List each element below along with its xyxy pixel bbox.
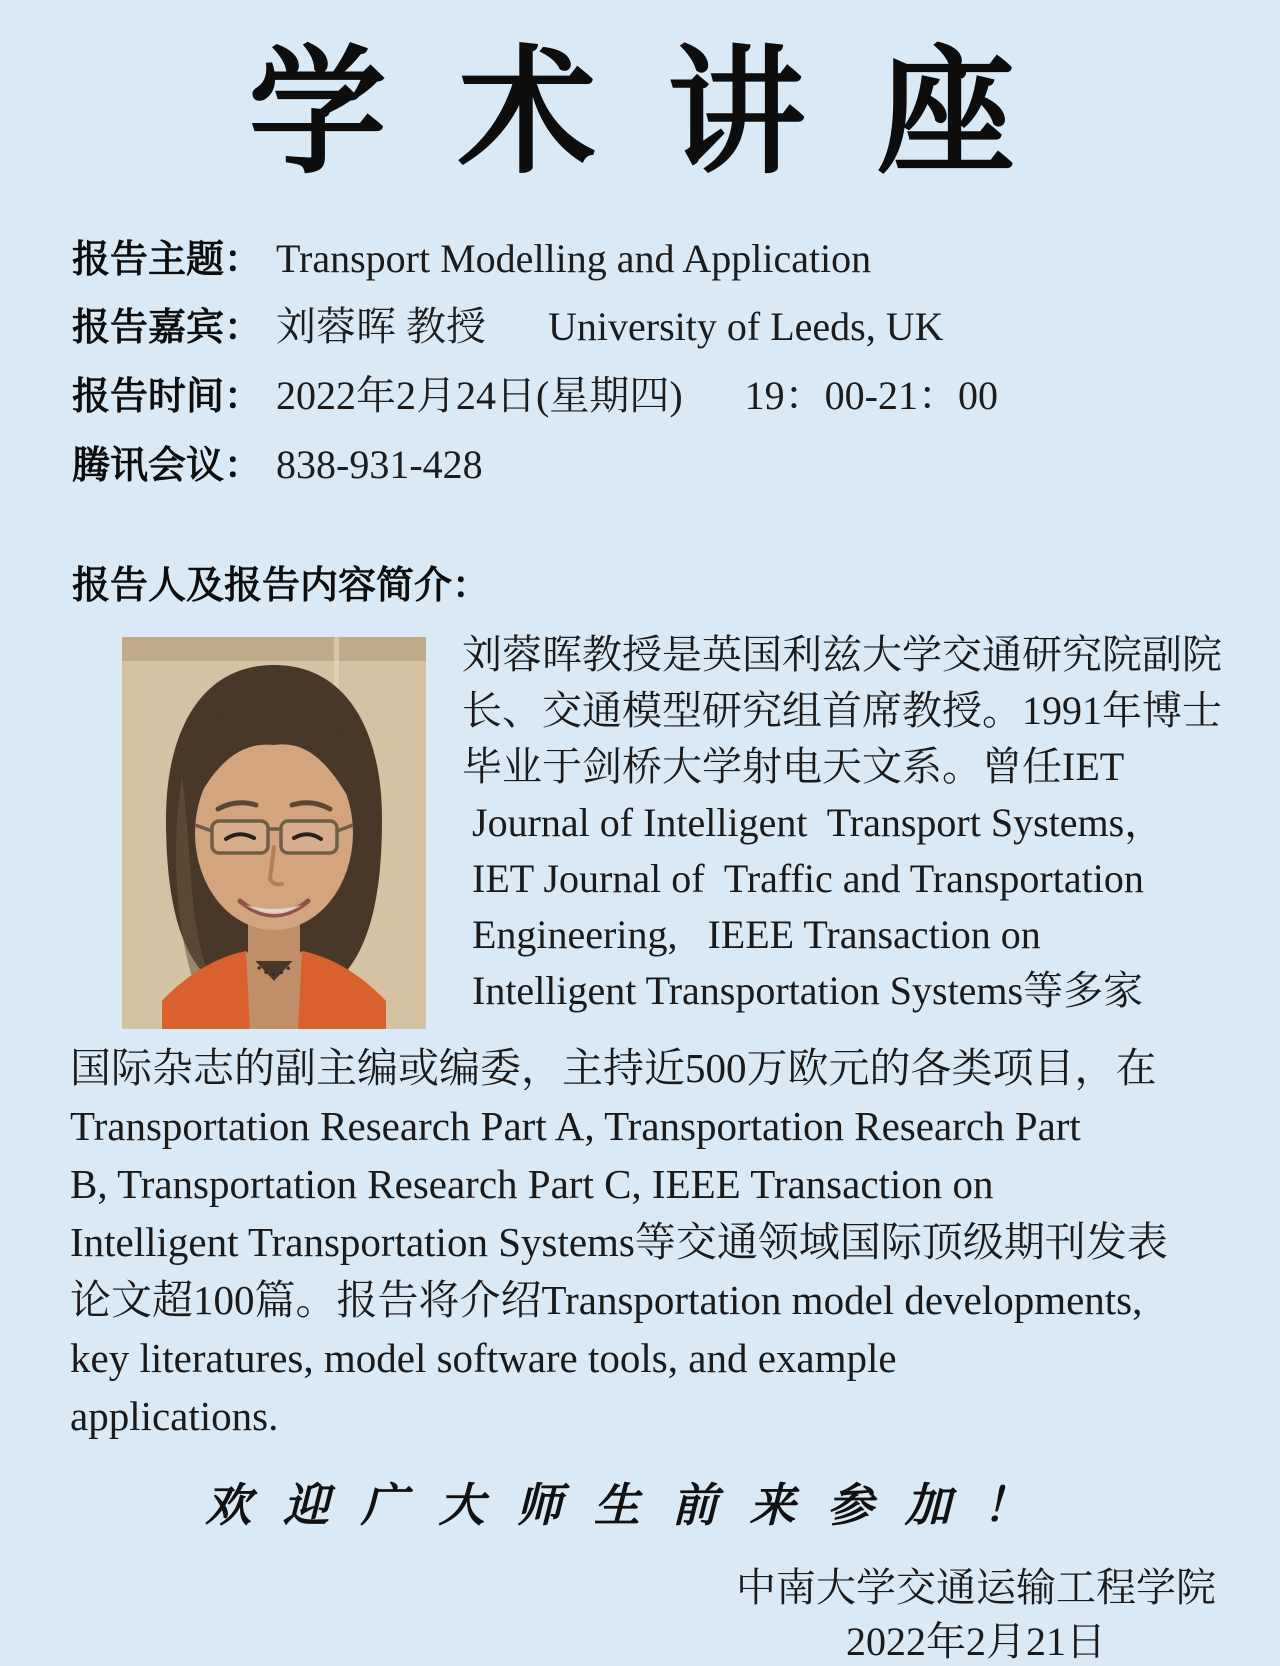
meeting-id: 838-931-428 bbox=[276, 442, 483, 488]
lecture-date: 2022年2月24日(星期四) bbox=[276, 373, 683, 419]
signature-organization: 中南大学交通运输工程学院 bbox=[736, 1564, 1216, 1610]
signature-date: 2022年2月21日 bbox=[846, 1618, 1106, 1664]
bio-line: 刘蓉晖教授是英国利兹大学交通研究院副院 bbox=[462, 631, 1222, 677]
bio-line: Intelligent Transportation Systems等交通领域国际顶级期刊发表 bbox=[70, 1218, 1168, 1265]
bio-line: key literatures, model software tools, and example bbox=[70, 1334, 897, 1381]
bio-top-section bbox=[122, 631, 1222, 1029]
bio-line: applications. bbox=[70, 1392, 279, 1439]
bio-line: 长、交通模型研究组首席教授。1991年博士 bbox=[462, 687, 1222, 733]
meeting-label: 腾讯会议： bbox=[72, 445, 263, 488]
bio-beside-photo bbox=[462, 627, 1222, 1029]
bio-line: IET Journal of Traffic and Transportation bbox=[462, 855, 1144, 901]
info-row-meeting bbox=[72, 443, 1280, 488]
info-row-speaker bbox=[72, 305, 1280, 350]
bio-line: Journal of Intelligent Transport Systems， bbox=[462, 799, 1165, 845]
bio-line: Transportation Research Part A, Transportation Research Part bbox=[70, 1102, 1081, 1149]
signature-block bbox=[736, 1561, 1216, 1666]
welcome-line: 欢 迎 广 大 师 生 前 来 参 加 ！ bbox=[205, 1479, 1039, 1531]
speaker-name: 刘蓉晖 教授 bbox=[276, 304, 487, 350]
topic-value: Transport Modelling and Application bbox=[276, 235, 872, 281]
info-row-time bbox=[72, 374, 1280, 419]
bio-line: B, Transportation Research Part C, IEEE Transaction on bbox=[70, 1160, 994, 1207]
time-label: 报告时间： bbox=[72, 376, 263, 419]
info-row-topic bbox=[72, 237, 1280, 282]
bio-line: Engineering, IEEE Transaction on bbox=[462, 911, 1041, 957]
bio-line: 论文超100篇。报告将介绍Transportation model developments, bbox=[70, 1276, 1143, 1323]
info-rows bbox=[72, 237, 1280, 488]
poster-title: 学 术 讲 座 bbox=[248, 36, 1032, 190]
speaker-photo bbox=[122, 637, 426, 1029]
speaker-affiliation: University of Leeds, UK bbox=[548, 304, 944, 350]
lecture-time: 19：00-21：00 bbox=[744, 373, 998, 419]
bio-section-heading: 报告人及报告内容简介： bbox=[72, 564, 491, 607]
bio-line: 国际杂志的副主编或编委，主持近500万欧元的各类项目，在 bbox=[70, 1044, 1157, 1091]
speaker-label: 报告嘉宾： bbox=[72, 307, 263, 350]
bio-line: Intelligent Transportation Systems等多家 bbox=[462, 967, 1144, 1013]
topic-label: 报告主题： bbox=[72, 238, 263, 281]
bio-below-photo bbox=[70, 1039, 1220, 1445]
speaker-photo-illustration bbox=[122, 637, 426, 1029]
bio-line: 毕业于剑桥大学射电天文系。曾任IET bbox=[462, 743, 1125, 789]
